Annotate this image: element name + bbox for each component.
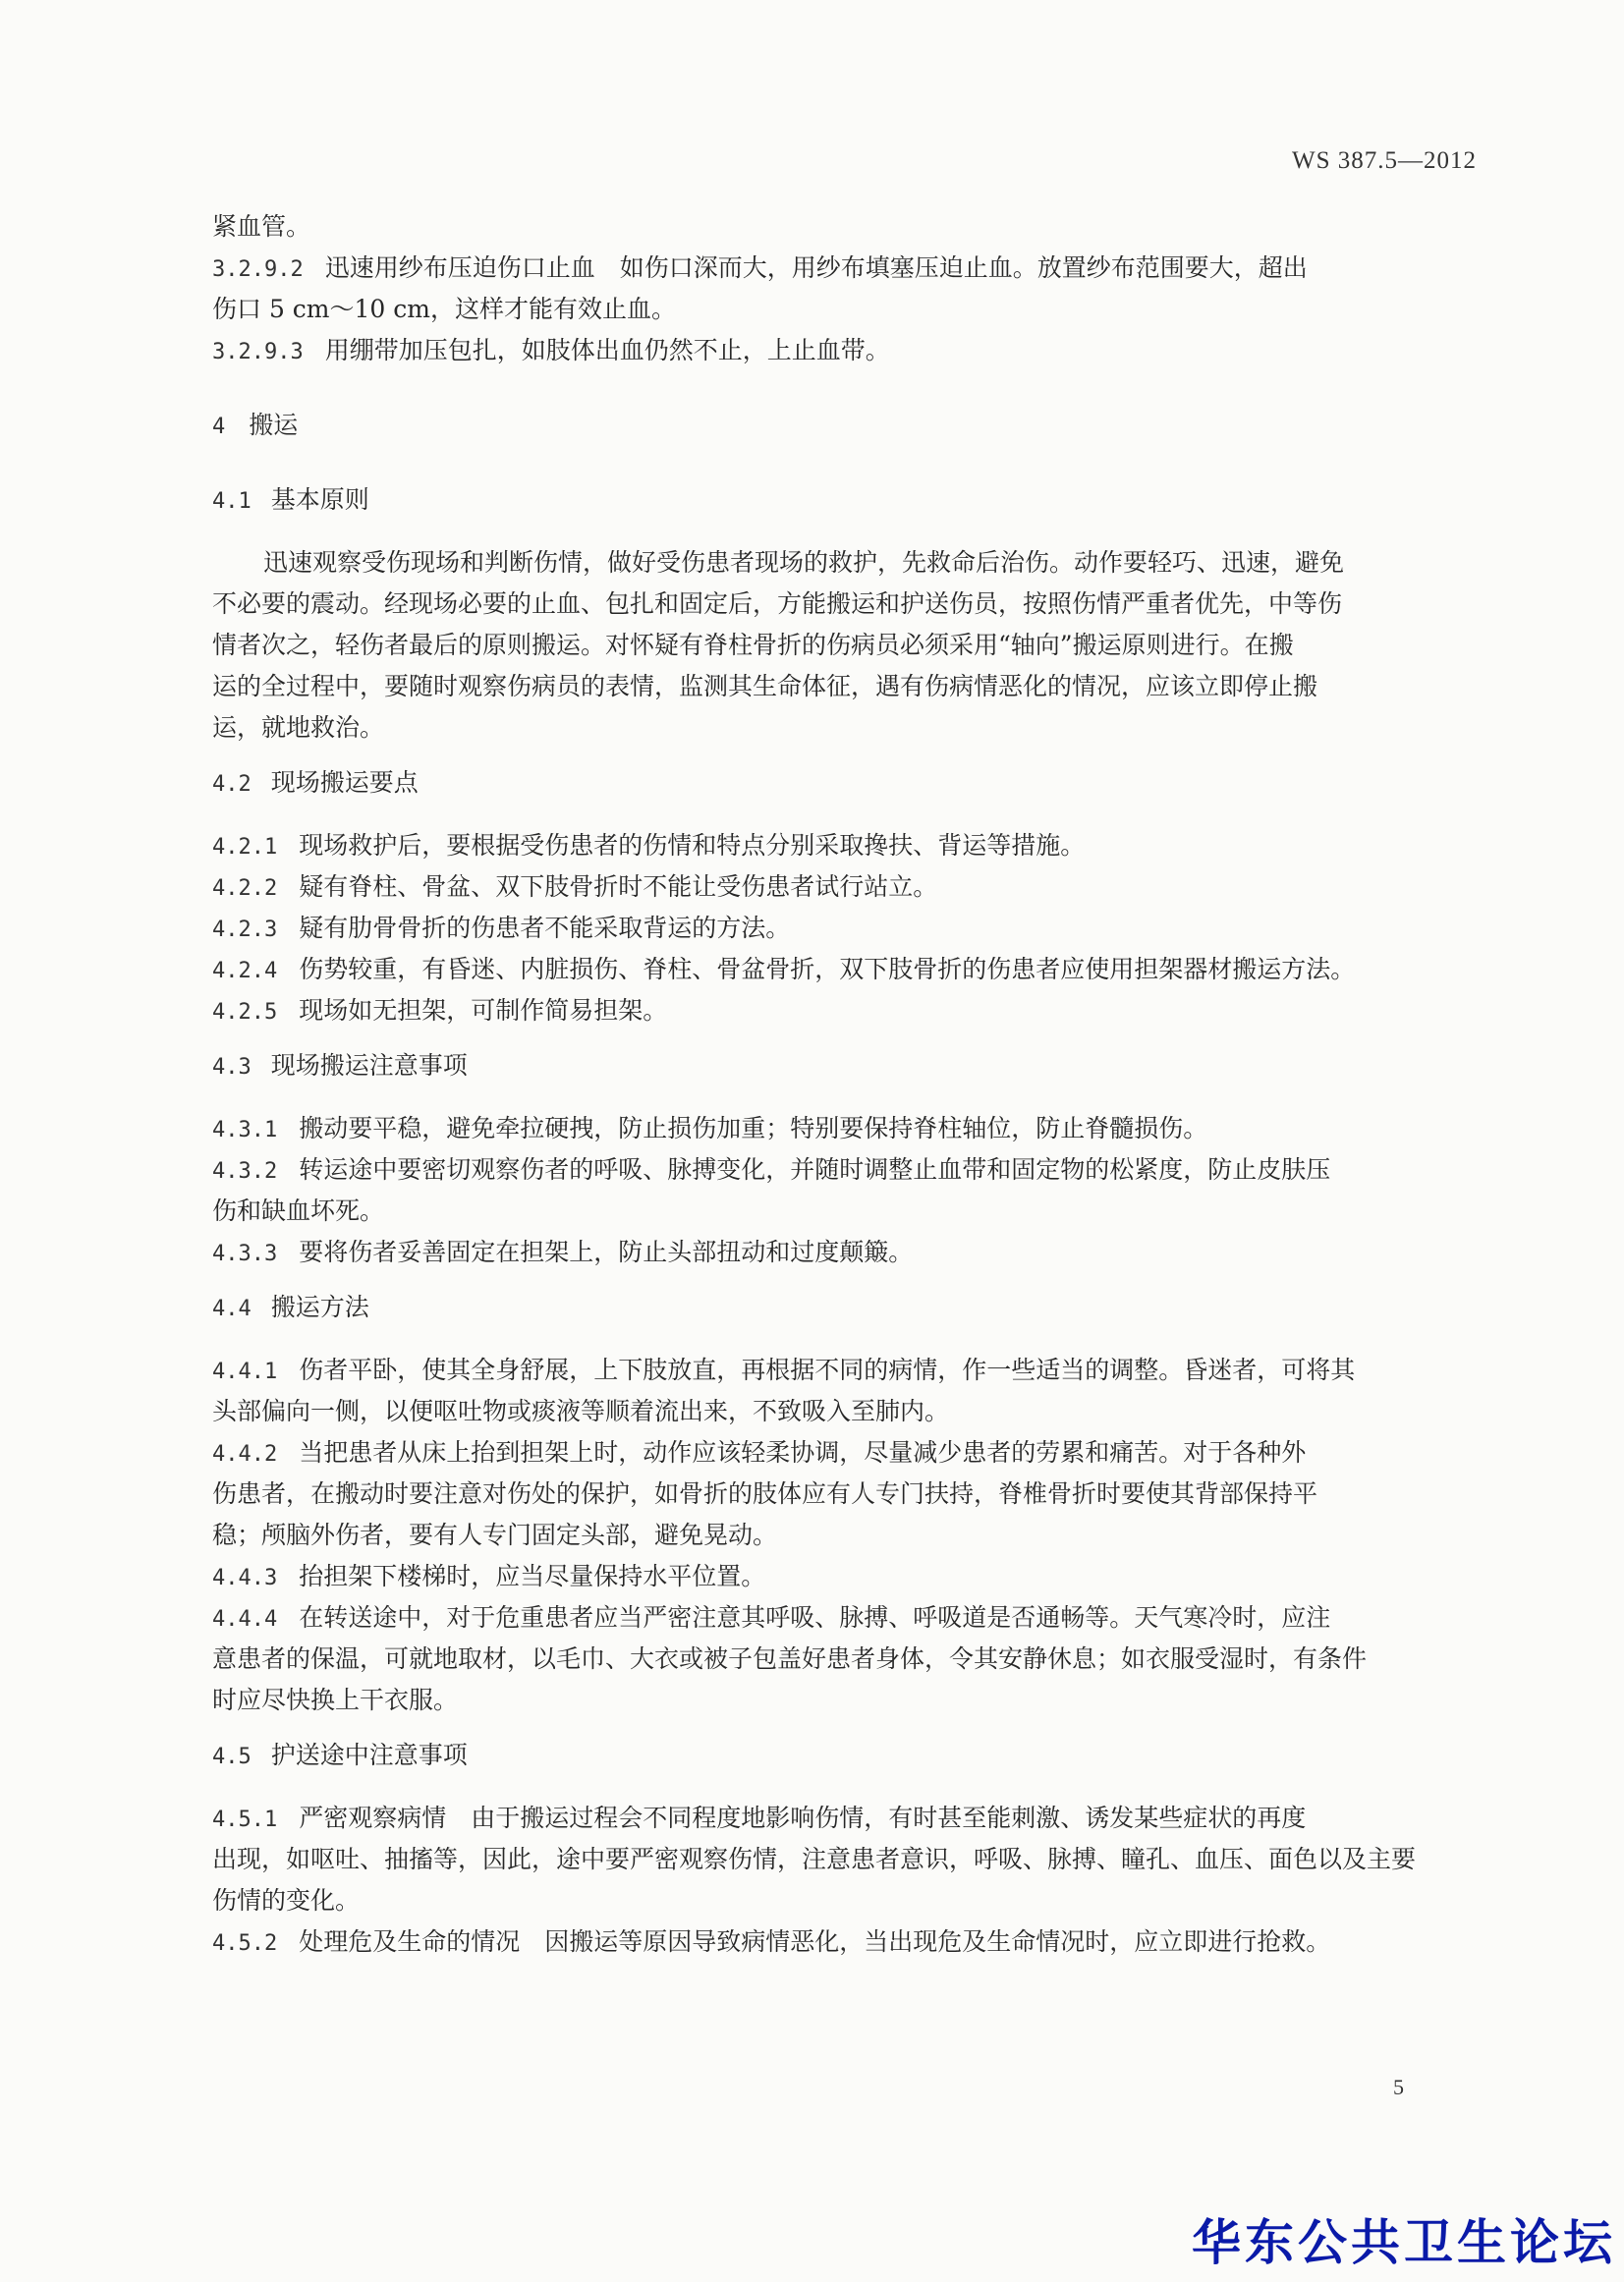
clause-number: 4.3.2	[212, 1159, 278, 1184]
clause-number: 4.2.2	[212, 876, 278, 901]
clause-text: 转运途中要密切观察伤者的呼吸、脉搏变化，并随时调整止血带和固定物的松紧度，防止皮肤压	[299, 1155, 1331, 1184]
clause-number: 4.2.3	[212, 918, 278, 942]
section-number: 4	[212, 415, 226, 439]
clause-text-continued: 伤情的变化。	[212, 1886, 361, 1915]
clause-text: 疑有肋骨骨折的伤患者不能采取背运的方法。	[299, 914, 791, 942]
clause-text: 严密观察病情 由于搬运过程会不同程度地影响伤情，有时甚至能刺激、诱发某些症状的再度	[299, 1804, 1307, 1832]
clause-text: 迅速用纱布压迫伤口止血 如伤口深而大，用纱布填塞压迫止血。放置纱布范围要大，超出	[324, 253, 1308, 282]
section-number: 4.5	[212, 1745, 252, 1769]
clause-4-2-3	[212, 908, 1470, 949]
section-heading-4-4	[212, 1287, 1470, 1328]
section-title: 现场搬运要点	[270, 768, 419, 797]
clause-text-continued: 伤口 5 cm～10 cm，这样才能有效止血。	[212, 295, 676, 323]
clause-text-continued: 伤和缺血坏死。	[212, 1197, 385, 1225]
forum-watermark: 华东公共卫生论坛	[1192, 2213, 1616, 2271]
clause-number: 4.5.2	[212, 1931, 278, 1956]
clause-text-continued: 时应尽快换上干衣服。	[212, 1686, 459, 1714]
clause-number: 4.2.4	[212, 959, 278, 983]
page-number: 5	[1393, 2075, 1404, 2099]
clause-number: 3.2.9.2	[212, 257, 304, 282]
clause-4-4-4	[212, 1597, 1470, 1639]
clause-number: 4.5.1	[212, 1808, 278, 1832]
paragraph-line: 不必要的震动。经现场必要的止血、包扎和固定后，方能搬运和护送伤员，按照伤情严重者优先，中等伤	[212, 589, 1343, 618]
clause-number: 4.4.3	[212, 1566, 278, 1590]
section-number: 4.4	[212, 1297, 252, 1321]
clause-4-2-5	[212, 990, 1470, 1031]
continued-text: 紧血管。	[212, 212, 311, 241]
section-heading-4	[212, 405, 1470, 446]
section-heading-4-5	[212, 1735, 1470, 1776]
clause-number: 4.4.1	[212, 1360, 278, 1384]
section-title: 护送途中注意事项	[270, 1741, 468, 1769]
clause-4-2-2	[212, 866, 1470, 908]
clause-4-3-2	[212, 1149, 1470, 1191]
paragraph-line: 情者次之，轻伤者最后的原则搬运。对怀疑有脊柱骨折的伤病员必须采用“轴向”搬运原则进行。在搬	[212, 631, 1294, 659]
clause-text: 搬动要平稳，避免牵拉硬拽，防止损伤加重；特别要保持脊柱轴位，防止脊髓损伤。	[299, 1114, 1208, 1142]
clause-text: 在转送途中，对于危重患者应当严密注意其呼吸、脉搏、呼吸道是否通畅等。天气寒冷时，应注	[299, 1603, 1331, 1632]
clause-text-continued: 出现，如呕吐、抽搐等，因此，途中要严密观察伤情，注意患者意识，呼吸、脉搏、瞳孔、血压、面色以及主要	[212, 1845, 1417, 1873]
paragraph-line: 迅速观察受伤现场和判断伤情，做好受伤患者现场的救护，先救命后治伤。动作要轻巧、迅速，避免	[263, 548, 1345, 577]
clause-text: 当把患者从床上抬到担架上时，动作应该轻柔协调，尽量减少患者的劳累和痛苦。对于各种外	[299, 1438, 1307, 1467]
clause-4-3-3	[212, 1232, 1470, 1273]
clause-text: 抬担架下楼梯时，应当尽量保持水平位置。	[299, 1562, 766, 1590]
clause-number: 4.2.5	[212, 1000, 278, 1025]
clause-text: 用绷带加压包扎，如肢体出血仍然不止，上止血带。	[324, 336, 890, 364]
clause-4-4-3	[212, 1556, 1470, 1597]
clause-text-continued: 意患者的保温，可就地取材，以毛巾、大衣或被子包盖好患者身体，令其安静休息；如衣服受湿时，有条件	[212, 1644, 1368, 1673]
clause-3-2-9-2	[212, 248, 1470, 289]
section-title: 搬运方法	[270, 1293, 369, 1321]
section-title: 基本原则	[270, 485, 369, 514]
clause-number: 4.3.1	[212, 1118, 278, 1142]
clause-number: 4.3.3	[212, 1242, 278, 1266]
clause-text: 现场救护后，要根据受伤患者的伤情和特点分别采取搀扶、背运等措施。	[299, 831, 1086, 860]
standard-number: WS 387.5—2012	[1292, 147, 1477, 174]
clause-3-2-9-3	[212, 330, 1470, 371]
clause-number: 3.2.9.3	[212, 340, 304, 364]
clause-number: 4.2.1	[212, 835, 278, 860]
document-body	[212, 206, 1470, 1963]
clause-text: 要将伤者妥善固定在担架上，防止头部扭动和过度颠簸。	[299, 1238, 914, 1266]
clause-number: 4.4.2	[212, 1442, 278, 1467]
clause-text: 疑有脊柱、骨盆、双下肢骨折时不能让受伤患者试行站立。	[299, 872, 938, 901]
section-title: 现场搬运注意事项	[270, 1051, 468, 1080]
section-heading-4-1	[212, 479, 1470, 521]
clause-text: 处理危及生命的情况 因搬运等原因导致病情恶化，当出现危及生命情况时，应立即进行抢救。	[299, 1927, 1331, 1956]
clause-number: 4.4.4	[212, 1607, 278, 1632]
clause-4-3-1	[212, 1108, 1470, 1149]
section-number: 4.2	[212, 772, 252, 797]
section-title: 搬运	[249, 411, 299, 439]
clause-text: 伤势较重，有昏迷、内脏损伤、脊柱、骨盆骨折，双下肢骨折的伤患者应使用担架器材搬运方法。	[299, 955, 1356, 983]
section-number: 4.3	[212, 1055, 252, 1080]
clause-4-4-1	[212, 1350, 1470, 1391]
clause-text-continued: 伤患者，在搬动时要注意对伤处的保护，如骨折的肢体应有人专门扶持，脊椎骨折时要使其背部保持平	[212, 1479, 1318, 1508]
section-number: 4.1	[212, 489, 252, 514]
paragraph-line: 运，就地救治。	[212, 713, 385, 742]
clause-text-continued: 稳；颅脑外伤者，要有人专门固定头部，避免晃动。	[212, 1521, 778, 1549]
clause-4-2-4	[212, 949, 1470, 990]
clause-text: 伤者平卧，使其全身舒展，上下肢放直，再根据不同的病情，作一些适当的调整。昏迷者，可将其	[299, 1356, 1356, 1384]
section-heading-4-3	[212, 1045, 1470, 1086]
clause-4-5-1	[212, 1798, 1470, 1839]
clause-text-continued: 头部偏向一侧，以便呕吐物或痰液等顺着流出来，不致吸入至肺内。	[212, 1397, 950, 1425]
clause-4-4-2	[212, 1432, 1470, 1474]
section-heading-4-2	[212, 762, 1470, 804]
clause-text: 现场如无担架，可制作简易担架。	[299, 996, 668, 1025]
clause-4-5-2	[212, 1921, 1470, 1963]
paragraph-line: 运的全过程中，要随时观察伤病员的表情，监测其生命体征，遇有伤病情恶化的情况，应该立即停止搬	[212, 672, 1318, 700]
clause-4-2-1	[212, 825, 1470, 866]
